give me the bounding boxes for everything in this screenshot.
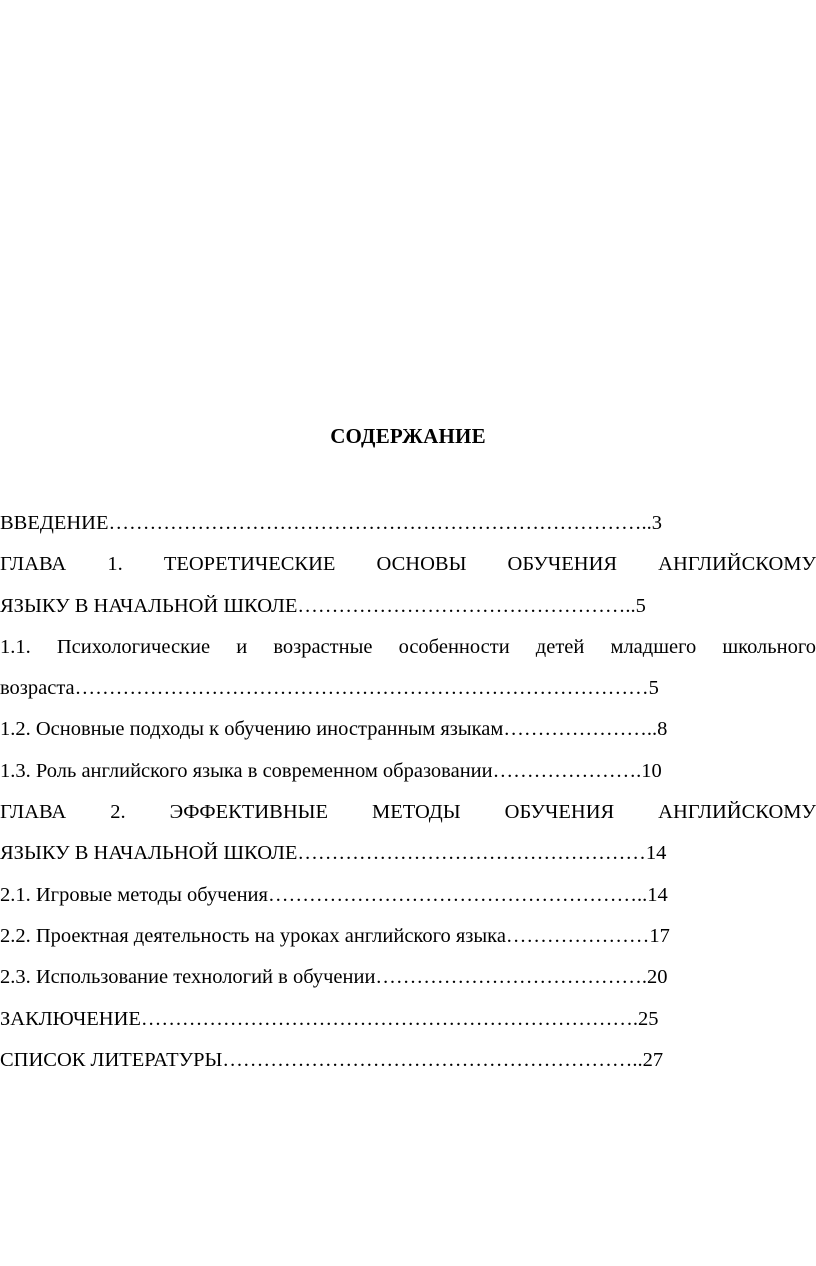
toc-entry-section-2-2: 2.2. Проектная деятельность на уроках английского языка…………………17 xyxy=(0,924,670,947)
toc-entry-section-1-2: 1.2. Основные подходы к обучению иностранным языкам…………………..8 xyxy=(0,718,668,741)
toc-entry-chapter-2-line-2: ЯЗЫКУ В НАЧАЛЬНОЙ ШКОЛЕ……………………………………………14 xyxy=(0,842,667,865)
toc-entry-chapter-1-line-2: ЯЗЫКУ В НАЧАЛЬНОЙ ШКОЛЕ…………………………………………..5 xyxy=(0,594,646,617)
toc-entry-section-2-3: 2.3. Использование технологий в обучении………………………………….20 xyxy=(0,966,668,989)
toc-entry-section-1-1-line-2: возраста…………………………………………………………………………5 xyxy=(0,677,659,700)
toc-entry-section-1-1-line-1: 1.1. Психологические и возрастные особенности детей младшего школьного xyxy=(0,635,816,658)
toc-entry-introduction: ВВЕДЕНИЕ……………………………………………………………………..3 xyxy=(0,512,663,534)
toc-entry-chapter-2-line-1: ГЛАВА 2. ЭФФЕКТИВНЫЕ МЕТОДЫ ОБУЧЕНИЯ АНГЛИЙСКОМУ xyxy=(0,801,816,824)
toc-entry-section-2-1: 2.1. Игровые методы обучения………………………………………………..14 xyxy=(0,883,668,906)
toc-entry-section-1-3: 1.3. Роль английского языка в современном образовании………………….10 xyxy=(0,759,662,782)
toc-entry-bibliography: СПИСОК ЛИТЕРАТУРЫ……………………………………………………..27 xyxy=(0,1048,664,1071)
table-of-contents xyxy=(0,503,816,1081)
toc-entry-chapter-1-line-1: ГЛАВА 1. ТЕОРЕТИЧЕСКИЕ ОСНОВЫ ОБУЧЕНИЯ АНГЛИЙСКОМУ xyxy=(0,553,816,576)
toc-entry-conclusion: ЗАКЛЮЧЕНИЕ……………………………………………………………….25 xyxy=(0,1007,659,1030)
toc-title: СОДЕРЖАНИЕ xyxy=(330,424,486,448)
